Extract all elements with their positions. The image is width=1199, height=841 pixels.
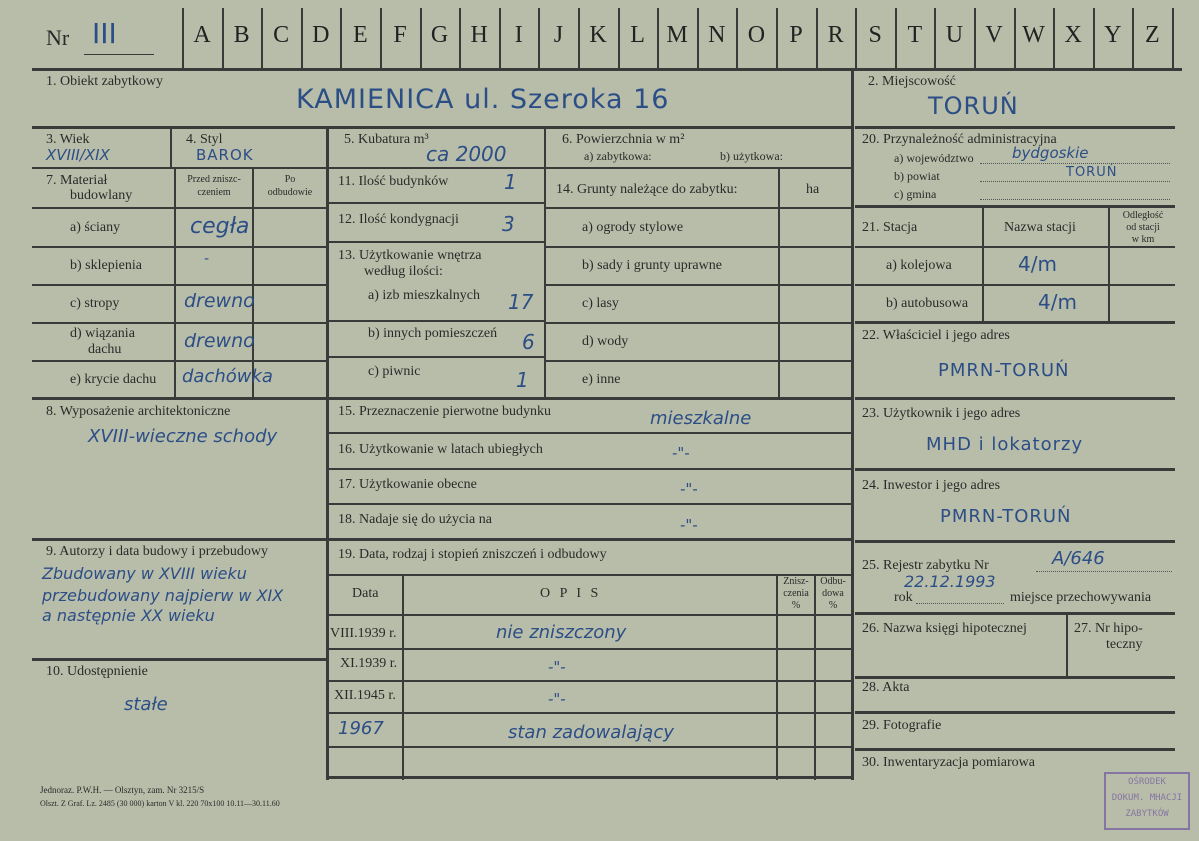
letter-i: I [514,22,523,48]
s13-b-value: 6 [522,330,535,354]
footer-line-2: Olszt. Z Graf. Lz. 2485 (30 000) karton V kl. 220 70x100 10.11—30.11.60 [40,799,280,808]
s13-b-label: b) innych pomieszczeń [368,326,498,341]
s7-row-c-value: drewno [184,290,255,312]
s25-rok-value: 22.12.1993 [904,572,996,591]
s16-value: -"- [672,444,690,462]
s19-col-rebuild-c: % [828,600,838,611]
s19-row-2-desc: -"- [548,658,566,676]
s18-label: 18. Nadaje się do użycia na [338,512,492,527]
letter-o: O [747,22,766,48]
letter-x: X [1064,22,1082,48]
s17-value: -"- [680,480,698,498]
s19-row-1-date: VIII.1939 r. [330,626,397,641]
letter-k: K [589,22,607,48]
s20-label: 20. Przynależność administracyjna [862,132,1057,147]
s30-label: 30. Inwentaryzacja pomiarowa [862,755,1035,770]
letter-j: J [553,22,564,48]
s7-row-d-label-a: d) wiązania [70,326,135,341]
s3-value: XVIII/XIX [46,146,110,164]
s20-a-label: a) województwo [894,151,974,165]
letter-separator [1172,8,1174,68]
s3-label: 3. Wiek [46,132,90,147]
letter-l: L [630,22,645,48]
s21-col-dist-b: od stacji [1126,222,1160,233]
s11-value: 1 [504,170,517,194]
s14-row-c: c) lasy [582,296,619,311]
s7-col-before-b: czeniem [197,187,231,198]
s24-label: 24. Inwestor i jego adres [862,478,1001,493]
s16-label: 16. Użytkowanie w latach ubiegłych [338,442,543,457]
s19-col-rebuild-b: dowa [822,588,844,599]
s19-row-2-date: XI.1939 r. [340,656,398,671]
s22-label: 22. Właściciel i jego adres [862,328,1010,343]
s19-row-4-date: 1967 [338,718,384,739]
letter-r: R [827,22,844,48]
s11-label: 11. Ilość budynków [338,174,449,189]
s21-col-name: Nazwa stacji [1004,220,1076,235]
s7-row-d-value: drewno [184,330,255,352]
s14-unit: ha [806,182,820,197]
s1-value: KAMIENICA ul. Szeroka 16 [296,84,670,115]
letter-e: E [353,22,368,48]
s9-label: 9. Autorzy i data budowy i przebudowy [46,544,269,559]
s13-label-b: według ilości: [364,264,443,279]
s7-label-a: 7. Materiał [46,173,108,188]
s2-label: 2. Miejscowość [868,74,956,89]
s14-row-a: a) ogrody stylowe [582,220,684,235]
s7-col-after-b: odbudowie [267,187,313,198]
s15-label: 15. Przeznaczenie pierwotne budynku [338,404,552,419]
letter-c: C [273,22,290,48]
s20-c-label: c) gmina [894,187,937,201]
s19-col-desc: O P I S [540,586,602,601]
s13-c-label: c) piwnic [368,364,421,379]
s27-label-a: 27. Nr hipo- [1074,621,1143,636]
nr-label: Nr [46,25,70,50]
letter-p: P [789,22,803,48]
s27-label-b: teczny [1106,637,1143,652]
stamp-line-3: ZABYTKÓW [1125,809,1169,819]
s19-row-1-desc: nie zniszczony [496,622,627,643]
s23-label: 23. Użytkownik i jego adres [862,406,1021,421]
s6-a: a) zabytkowa: [584,149,652,163]
s13-label-a: 13. Użytkowanie wnętrza [338,248,482,263]
s10-value: stałe [124,694,168,715]
s5-label: 5. Kubatura m³ [344,132,429,147]
s7-row-c-label: c) stropy [70,296,120,311]
s25-place-label: miejsce przechowywania [1010,590,1152,605]
s23-value: MHD i lokatorzy [926,434,1084,455]
letter-t: T [907,22,923,48]
footer-line-1: Jednoraz. P.W.H. — Olsztyn, zam. Nr 3215/S [40,785,205,795]
s19-col-destr-c: % [791,600,801,611]
s20-b-label: b) powiat [894,169,940,183]
s8-value: XVIII-wieczne schody [88,426,278,447]
s4-value: BAROK [196,146,254,164]
letter-n: N [708,22,726,48]
s12-value: 3 [502,212,515,236]
archive-stamp [1104,772,1190,830]
s25-value: A/646 [1052,548,1105,569]
letter-b: B [233,22,250,48]
s13-c-value: 1 [516,368,529,392]
s29-label: 29. Fotografie [862,718,942,733]
s6-label: 6. Powierzchnia w m² [562,132,685,147]
s14-row-e: e) inne [582,372,621,387]
stamp-line-1: OŚRODEK [1128,777,1166,787]
s20-b-value: TORUŃ [1066,165,1118,180]
s7-row-b-label: b) sklepienia [70,258,142,273]
s9-line-1: Zbudowany w XVIII wieku [42,564,247,583]
letter-h: H [470,22,488,48]
letter-v: V [985,22,1003,48]
s19-col-destr-a: Znisz- [783,576,809,587]
s19-label: 19. Data, rodzaj i stopień zniszczeń i odbudowy [338,547,607,562]
s2-value: TORUŃ [928,92,1019,120]
s7-label-b: budowlany [70,188,133,203]
s19-row-4-desc: stan zadowalający [508,722,674,743]
s21-label: 21. Stacja [862,220,918,235]
s19-row-3-date: XII.1945 r. [334,688,396,703]
s19-col-rebuild-a: Odbu- [820,576,846,587]
s7-col-before-a: Przed zniszc- [187,174,241,185]
s25-rok-label: rok [894,590,913,605]
s15-value: mieszkalne [650,408,752,429]
s19-col-destr-b: czenia [783,588,809,599]
s26-label: 26. Nazwa księgi hipotecznej [862,621,1027,636]
letter-d: D [312,22,330,48]
s14-label: 14. Grunty należące do zabytku: [556,182,738,197]
s7-col-after-a: Po [284,174,296,185]
s9-line-2: przebudowany najpierw w XIX [42,586,284,605]
s13-a-value: 17 [508,290,534,314]
s20-a-value: bydgoskie [1012,144,1089,162]
letter-w: W [1022,22,1045,48]
s25-label: 25. Rejestr zabytku Nr [862,558,989,573]
s22-value: PMRN-TORUŃ [938,360,1070,381]
s6-b: b) użytkowa: [720,149,783,163]
s1-label: 1. Obiekt zabytkowy [46,74,164,89]
nr-value: III [92,17,117,50]
s21-b-label: b) autobusowa [886,296,969,311]
s19-col-date: Data [352,586,379,601]
s7-row-e-value: dachówka [182,366,273,387]
letter-u: U [945,22,964,48]
s8-label: 8. Wyposażenie architektoniczne [46,404,231,419]
s7-row-d-label-b: dachu [88,342,122,357]
stamp-line-2: DOKUM. MHACJI [1111,793,1183,803]
s5-value: ca 2000 [426,142,507,166]
s18-value: -"- [680,516,698,534]
letter-y: Y [1104,22,1122,48]
s21-a-label: a) kolejowa [886,258,952,273]
letter-g: G [430,22,449,48]
letter-a: A [193,22,211,48]
s14-row-d: d) wody [582,334,629,349]
s7-row-b-value: - [204,251,210,267]
s7-row-a-value: cegła [190,214,250,239]
s10-label: 10. Udostępnienie [46,664,148,679]
s21-a-value: 4/m [1018,252,1057,276]
s7-row-e-label: e) krycie dachu [70,372,157,387]
s28-label: 28. Akta [862,680,910,695]
s24-value: PMRN-TORUŃ [940,506,1072,527]
letter-s: S [868,22,882,48]
s12-label: 12. Ilość kondygnacji [338,212,459,227]
s17-label: 17. Użytkowanie obecne [338,477,477,492]
s14-row-b: b) sady i grunty uprawne [582,258,722,273]
s9-line-3: a następnie XX wieku [42,606,215,625]
letter-z: Z [1145,22,1160,48]
s21-col-dist-a: Odległość [1122,210,1164,221]
s19-row-3-desc: -"- [548,690,566,708]
s4-label: 4. Styl [186,132,223,147]
letter-m: M [666,22,688,48]
s21-b-value: 4/m [1038,290,1077,314]
s7-row-a-label: a) ściany [70,220,121,235]
letter-f: F [393,22,407,48]
s21-col-dist-c: w km [1131,234,1155,245]
s13-a-label: a) izb mieszkalnych [368,288,480,303]
